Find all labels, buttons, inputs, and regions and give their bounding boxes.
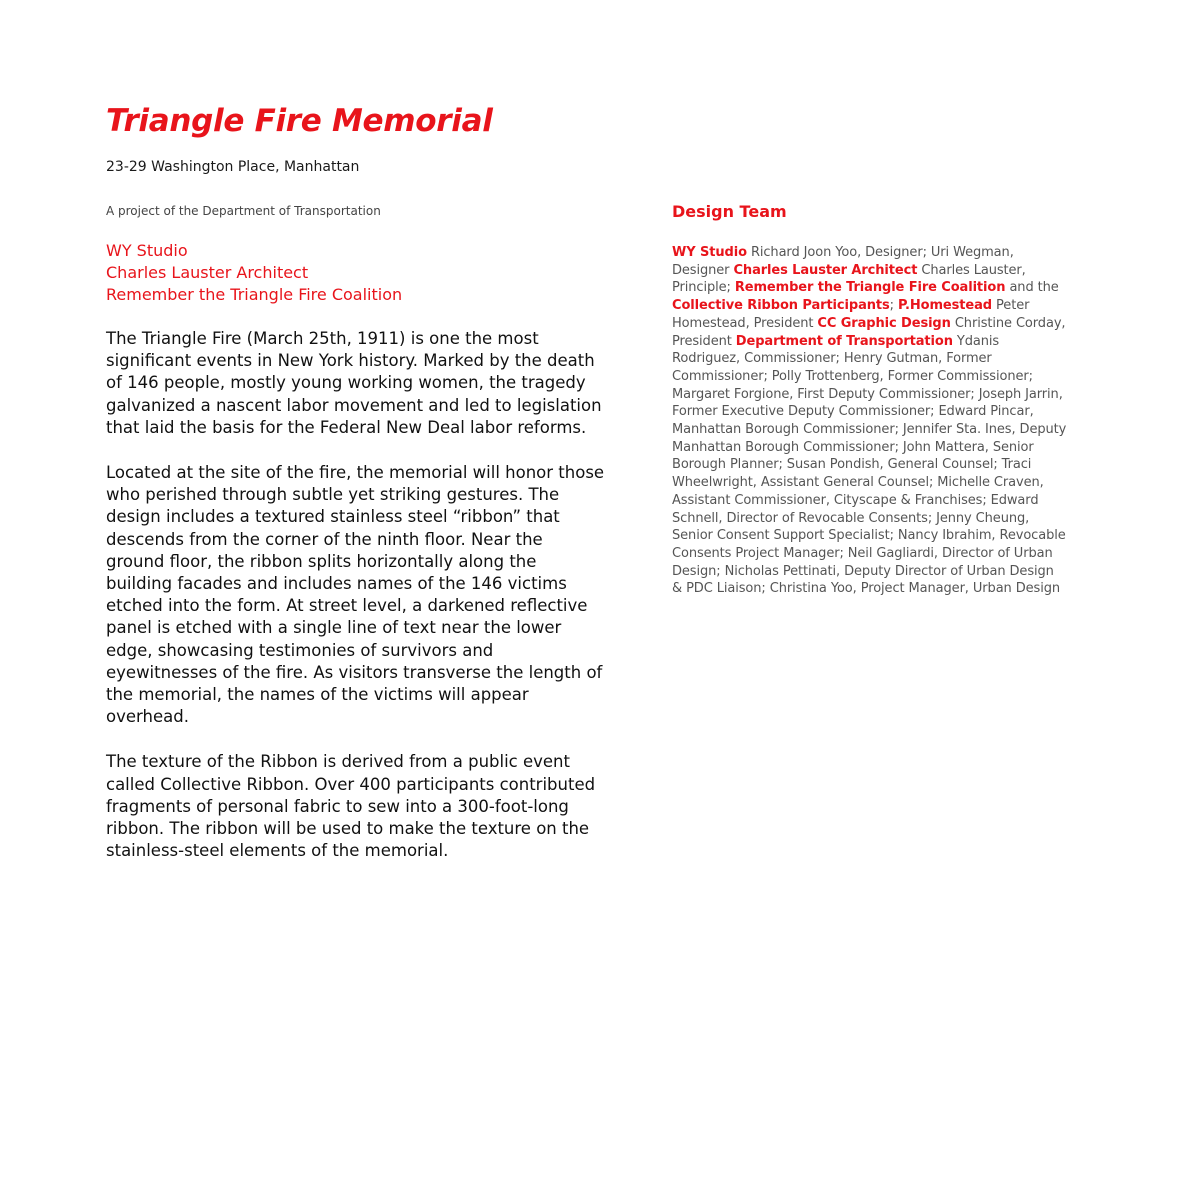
firm-name: Charles Lauster Architect [106,263,309,282]
firm-name: WY Studio [106,241,188,260]
design-team-heading: Design Team [672,202,787,221]
page-title: Triangle Fire Memorial [106,103,493,139]
body-paragraph: Located at the site of the fire, the memorial will honor those who perished through subtle yet striking gestures. The design includes a textured stainless steel “ribbon” that descends from the corner of the ninth floor. Near the ground floor, the ribbon splits horizontally along the building facades and includes names of the 146 victims etched into the form. At street level, a darkened reflective panel is etched with a single line of text near the lower edge, showcasing testimonies of survivors and eyewitnesses of the fire. As visitors transverse the length of the memorial, the names of the victims will appear overhead. [106,463,605,727]
team-firm: Department of Transportation [735,333,953,349]
team-credit: Charles Lauster, Principle; [672,262,1026,296]
project-line: A project of the Department of Transportation [106,204,381,218]
team-credit: Peter Homestead, President [672,298,1030,331]
design-team-column [672,200,1067,598]
team-credit: Richard Joon Yoo, Designer; Uri Wegman, Designer [672,245,1014,278]
left-column [106,98,606,885]
team-firm: WY Studio [672,245,747,260]
team-firm: CC Graphic Design [817,315,951,331]
body-paragraph: The Triangle Fire (March 25th, 1911) is one the most significant events in New York history. Marked by the death of 146 people, mostly young working women, the tragedy galvanized a nascent labor movement and led to legislation that laid the basis for the Federal New Deal labor reforms. [106,329,602,437]
address: 23-29 Washington Place, Manhattan [106,159,360,175]
body-text [106,328,606,862]
design-team-credits [672,244,1067,598]
team-firm: Charles Lauster Architect [733,262,918,278]
team-firm: P.Homestead [897,298,992,314]
team-credit: ; [889,298,898,314]
team-credit: and the [1005,280,1059,296]
firm-list [106,240,606,306]
firm-name: Remember the Triangle Fire Coalition [106,285,403,304]
team-credit: Christine Corday, President [672,315,1066,349]
team-credit: Ydanis Rodriguez, Commissioner; Henry Gutman, Former Commissioner; Polly Trottenberg, Former Commissioner; Margaret Forgione, First Deputy Commissioner; Joseph Jarrin, Former Executive Deputy Commissioner; Edward Pincar, Manhattan Borough Commissioner; Jennifer Sta. Ines, Deputy Manhattan Borough Commissioner; John Mattera, Senior Borough Planner; Susan Pondish, General Counsel; Traci Wheelwright, Assistant General Counsel; Michelle Craven, Assistant Commissioner, Cityscape & Franchises; Edward Schnell, Director of Revocable Consents; Jenny Cheung, Senior Consent Support Specialist; Nancy Ibrahim, Revocable Consents Project Manager; Neil Gagliardi, Director of Urban Design; Nicholas Pettinati, Deputy Director of Urban Design & PDC Liaison; Christina Yoo, Project Manager, Urban Design [672,333,1067,597]
body-paragraph: The texture of the Ribbon is derived from a public event called Collective Ribbon. Over 400 participants contributed fragments of personal fabric to sew into a 300-foot-long ribbon. The ribbon will be used to make the texture on the stainless-steel elements of the memorial. [106,752,596,861]
team-firm: Remember the Triangle Fire Coalition [734,280,1006,296]
team-firm: Collective Ribbon Participants [672,298,890,314]
